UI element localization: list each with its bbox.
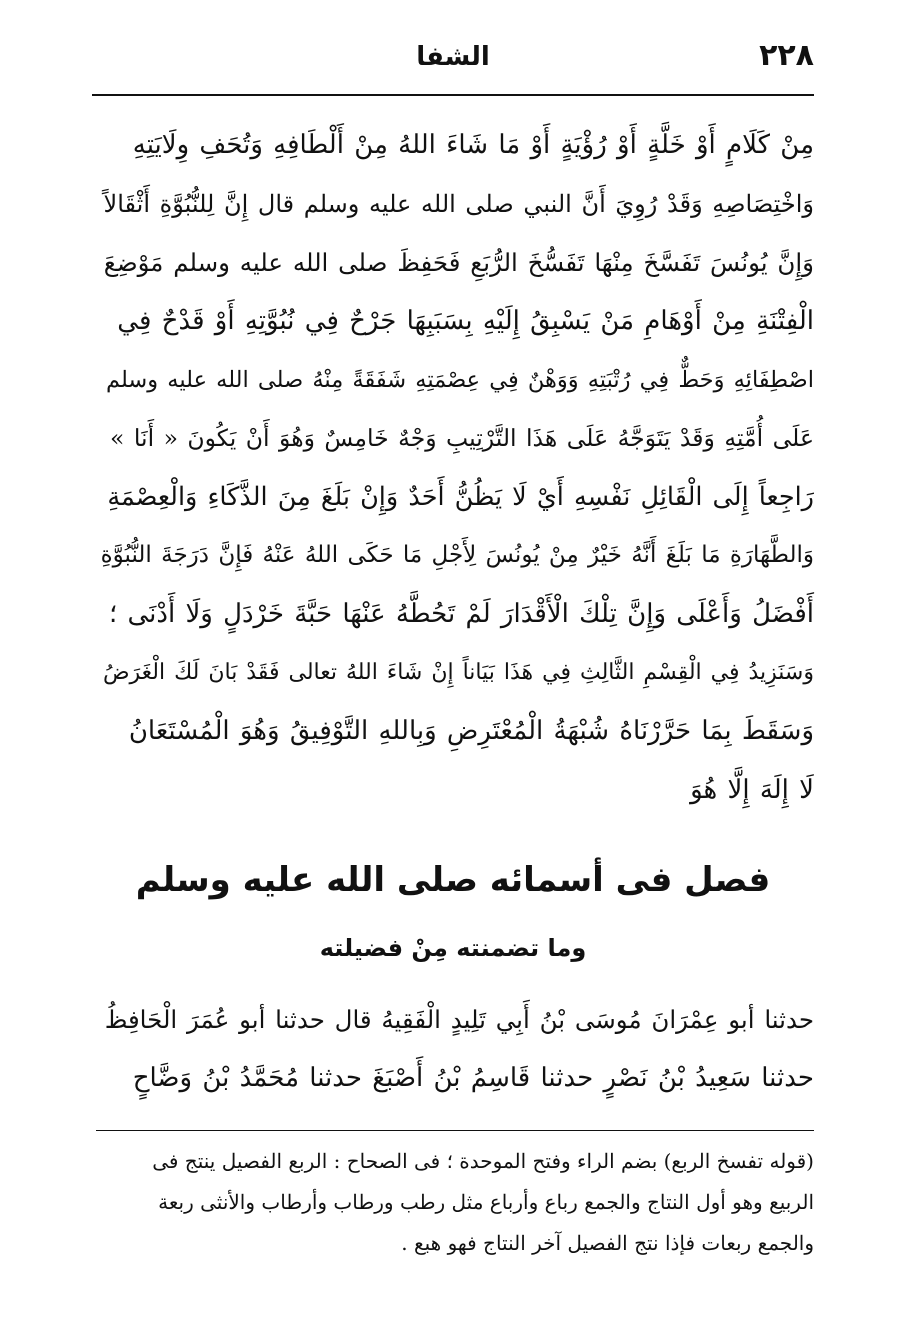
footnote-block (100, 1140, 814, 1263)
footnote-line: والجمع ربعات فإذا نتج الفصيل آخر النتاج فهو هبع . (401, 1230, 814, 1255)
text-line: وَسَنَزِيدُ فِي الْقِسْمِ الثَّالِثِ فِي هَذَا بَيَاناً إِنْ شَاءَ اللهُ تعالى فَقَدْ بَانَ لَكَ الْغَرَضُ (102, 660, 814, 686)
text-line: حدثنا سَعِيدُ بْنُ نَصْرٍ حدثنا قَاسِمُ بْنُ أَصْبَغَ حدثنا مُحَمَّدُ بْنُ وَضَّاحٍ (132, 1062, 814, 1093)
text-line: أَفْضَلُ وَأَعْلَى وَإِنَّ تِلْكَ الْأَقْدَارَ لَمْ تَحُطَّهُ عَنْهَا حَبَّةَ خَرْدَلٍ وَلَا أَدْنَى ؛ (108, 599, 814, 630)
footnote-divider (96, 1130, 814, 1131)
section-heading: فصل فى أسمائه صلى الله عليه وسلم (135, 860, 771, 900)
text-line: رَاجِعاً إِلَى الْقَائِلِ نَفْسِهِ أَيْ لَا يَظُنُّ أَحَدٌ وَإِنْ بَلَغَ مِنَ الذَّكَاءِ وَالْعِصْمَةِ (107, 481, 814, 512)
text-line: لَا إِلَهَ إِلَّا هُوَ (690, 774, 814, 805)
text-line: وَإِنَّ يُونُسَ تَفَسَّخَ مِنْهَا تَفَسُّخَ الرُّبَعِ فَحَفِظَ صلى الله عليه وسلم مَوْضِعَ (103, 247, 814, 277)
text-line: عَلَى أُمَّتِهِ وَقَدْ يَتَوَجَّهُ عَلَى هَذَا التَّرْتِيبِ وَجْهٌ خَامِسٌ وَهُوَ أَنْ يَكُونَ « أَنَا » (110, 424, 814, 453)
text-line: وَالطَّهَارَةِ مَا بَلَغَ أَنَّهُ خَيْرٌ مِنْ يُونُسَ لِأَجْلِ مَا حَكَى اللهُ عَنْهُ فَإِنَّ دَرَجَةَ النُّبُوَّةِ (100, 542, 814, 569)
running-title: الشفا (416, 42, 490, 72)
text-line: وَسَقَطَ بِمَا حَرَّرْنَاهُ شُبْهَةُ الْمُعْتَرِضِ وَبِاللهِ التَّوْفِيقُ وَهُوَ الْمُسْتَعَانُ (128, 716, 814, 747)
section-subheading: وما تضمنته مِنْ فضيلته (319, 934, 587, 962)
header-divider (92, 94, 814, 96)
text-line: اصْطِفَائِهِ وَحَطٌّ فِي رُتْبَتِهِ وَوَهْنٌ فِي عِصْمَتِهِ شَفَقَةً مِنْهُ صلى الله عليه وسلم (105, 366, 814, 393)
section-text-block (100, 990, 814, 1107)
page-header (92, 36, 814, 90)
main-text-block (100, 116, 814, 819)
text-line: الْفِتْنَةِ مِنْ أَوْهَامِ مَنْ يَسْبِقُ إِلَيْهِ بِسَبَبِهَا جَرْحٌ فِي نُبُوَّتِهِ أَوْ قَدْحٌ فِي (117, 306, 814, 337)
text-line: مِنْ كَلَامٍ أَوْ خَلَّةٍ أَوْ رُؤْيَةٍ أَوْ مَا شَاءَ اللهُ مِنْ أَلْطَافِهِ وَتُحَفِ وِلَايَتِهِ (132, 130, 814, 161)
page-number: ٢٢٨ (759, 38, 814, 73)
footnote-line: (قوله تفسخ الربع) بضم الراء وفتح الموحدة ؛ فى الصحاح : الربع الفصيل ينتج فى (152, 1148, 814, 1173)
footnote-line: الربيع وهو أول النتاج والجمع رباع وأرباع مثل رطب ورطاب وأرطاب والأنثى ربعة (158, 1189, 814, 1214)
text-line: حدثنا أبو عِمْرَانَ مُوسَى بْنُ أَبِي تَلِيدٍ الْفَقِيهُ قال حدثنا أبو عُمَرَ الْحَافِظُ (104, 1004, 814, 1034)
text-line: وَاخْتِصَاصِهِ وَقَدْ رُوِيَ أَنَّ النبي صلى الله عليه وسلم قال إِنَّ لِلنُّبُوَّةِ أَثْقَالاً (103, 189, 814, 218)
